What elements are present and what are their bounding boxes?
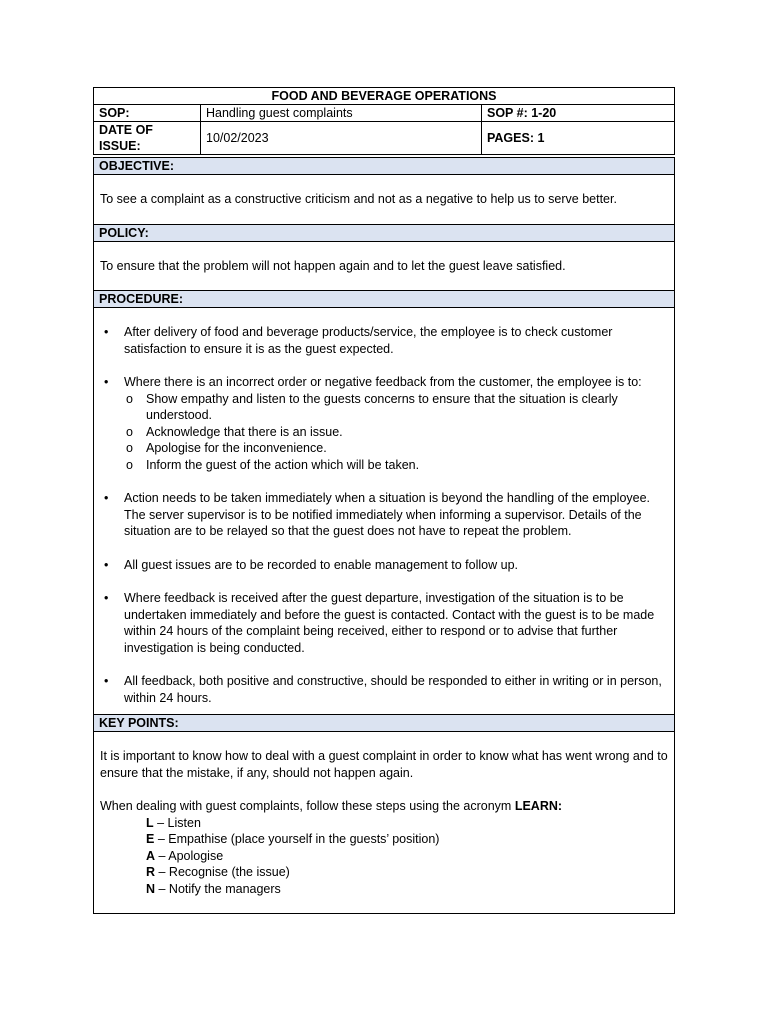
learn-letter: E [146, 832, 155, 846]
bullet-symbol: • [104, 491, 109, 505]
sub-item-text: Show empathy and listen to the guests concerns to ensure that the situation is clearly understood. [146, 391, 618, 422]
sub-list [100, 391, 668, 474]
learn-item [146, 815, 668, 832]
sub-bullet-symbol: o [126, 424, 133, 439]
sop-number: SOP #: 1-20 [482, 105, 675, 122]
bullet-symbol: • [104, 674, 109, 688]
objective-body [94, 175, 674, 225]
learn-intro [100, 798, 668, 815]
procedure-heading: PROCEDURE: [94, 291, 674, 308]
list-item [100, 590, 668, 656]
procedure-item-text: All guest issues are to be recorded to enable management to follow up. [124, 557, 518, 572]
list-item [100, 490, 668, 540]
procedure-item-text: After delivery of food and beverage products/service, the employee is to check customer satisfaction to ensure it is as the guest expected. [124, 325, 613, 356]
procedure-item-text: All feedback, both positive and constructive, should be responded to either in writing or in person, within 24 hours. [124, 674, 662, 705]
header-table [93, 87, 675, 155]
sub-bullet-symbol: o [126, 457, 133, 472]
learn-intro-text: When dealing with guest complaints, follow these steps using the acronym [100, 799, 515, 813]
policy-body [94, 242, 674, 291]
pages-count: PAGES: 1 [482, 122, 675, 155]
learn-item [146, 848, 668, 865]
procedure-item-text: Where feedback is received after the guest departure, investigation of the situation is to be undertaken immediately and before the guest is contacted. Contact with the guest is to be made within 24 hours of the complaint being received, either to respond or to advise that further investigation is being conducted. [124, 591, 655, 655]
learn-acronym: LEARN: [514, 799, 563, 813]
sections-box [93, 157, 675, 914]
key-points-heading: KEY POINTS: [94, 715, 674, 732]
learn-text: – Notify the managers [155, 881, 281, 896]
date-label: DATE OF ISSUE: [94, 122, 201, 155]
sop-document [93, 87, 675, 914]
procedure-item-text: Action needs to be taken immediately when a situation is beyond the handling of the employee. The server supervisor is to be notified immediately when informing a supervisor. Details of the situation are to be relayed so that the guest does not have to repeat the problem. [124, 491, 651, 538]
learn-letter: N [146, 881, 156, 896]
bullet-symbol: • [104, 591, 109, 605]
learn-list [100, 815, 668, 898]
learn-letter: L [146, 815, 154, 830]
policy-text: To ensure that the problem will not happen again and to let the guest leave satisfied. [100, 259, 566, 273]
list-item [100, 673, 668, 706]
key-points-body [94, 732, 674, 913]
learn-text: – Recognise (the issue) [155, 865, 290, 879]
learn-item [146, 881, 668, 898]
procedure-body [94, 308, 674, 715]
sub-bullet-symbol: o [126, 391, 133, 406]
list-item [100, 557, 668, 574]
document-title: FOOD AND BEVERAGE OPERATIONS [94, 88, 675, 105]
sop-value: Handling guest complaints [201, 105, 482, 122]
sub-item-text: Apologise for the inconvenience. [146, 441, 327, 455]
learn-letter: R [146, 865, 156, 879]
learn-text: – Empathise (place yourself in the guests’ position) [154, 832, 440, 846]
sub-item-text: Inform the guest of the action which will be taken. [146, 457, 420, 472]
date-value: 10/02/2023 [201, 122, 482, 155]
learn-letter: A [146, 848, 156, 863]
procedure-item-text: Where there is an incorrect order or negative feedback from the customer, the employee is to: [124, 375, 642, 389]
bullet-symbol: • [104, 375, 109, 389]
learn-text: – Apologise [155, 848, 224, 863]
policy-heading: POLICY: [94, 225, 674, 242]
sub-bullet-symbol: o [126, 441, 133, 455]
learn-text: – Listen [153, 815, 201, 830]
sop-label: SOP: [94, 105, 201, 122]
list-item [100, 324, 668, 357]
sub-list-item [100, 457, 668, 474]
sub-list-item [100, 424, 668, 441]
procedure-list [100, 324, 668, 706]
objective-heading: OBJECTIVE: [94, 157, 674, 175]
objective-text: To see a complaint as a constructive criticism and not as a negative to help us to serve better. [100, 192, 617, 206]
sub-list-item [100, 391, 668, 424]
sub-item-text: Acknowledge that there is an issue. [146, 424, 343, 439]
learn-item [146, 831, 668, 848]
bullet-symbol: • [104, 557, 109, 572]
bullet-symbol: • [104, 325, 109, 339]
list-item [100, 374, 668, 473]
key-points-paragraph: It is important to know how to deal with a guest complaint in order to know what has went wrong and to ensure that the mistake, if any, should not happen again. [100, 749, 668, 780]
sub-list-item [100, 440, 668, 457]
learn-item [146, 864, 668, 881]
